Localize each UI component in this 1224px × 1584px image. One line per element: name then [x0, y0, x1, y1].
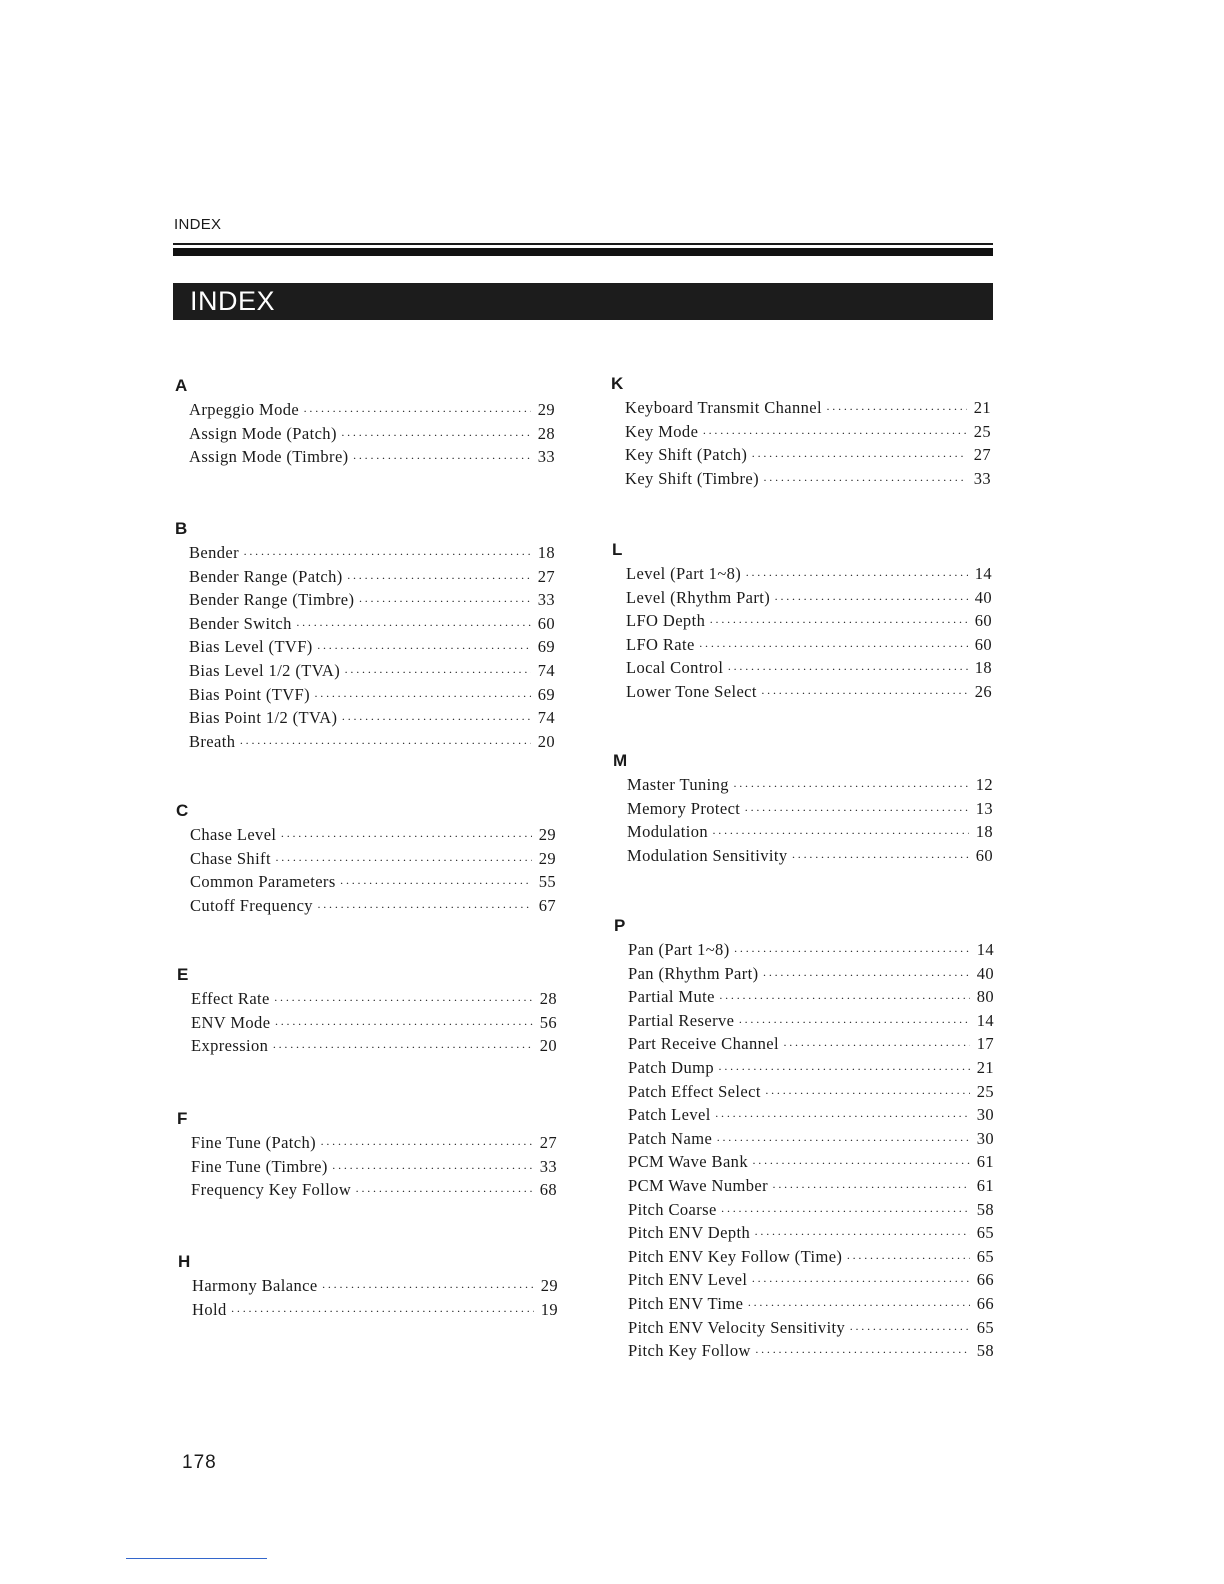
entry-term: Frequency Key Follow — [191, 1180, 352, 1200]
dot-leader — [344, 661, 531, 685]
entry-page: 33 — [539, 1156, 557, 1176]
entry-page: 60 — [974, 634, 992, 654]
entry-term: Cutoff Frequency — [190, 895, 313, 915]
index-entry — [189, 422, 555, 446]
section-letter: P — [614, 916, 626, 935]
dot-leader — [765, 1082, 970, 1106]
entry-page: 20 — [539, 1036, 557, 1056]
index-entry — [192, 1274, 558, 1298]
entry-term: Breath — [189, 731, 236, 751]
entry-term: PCM Wave Bank — [628, 1152, 748, 1172]
entry-term: Assign Mode (Timbre) — [189, 447, 349, 467]
entry-page: 61 — [976, 1152, 994, 1172]
dot-leader — [733, 775, 969, 799]
index-entry — [191, 1155, 557, 1179]
entry-term: Bias Level 1/2 (TVA) — [189, 660, 341, 680]
dot-leader — [243, 543, 531, 567]
index-entry — [189, 541, 555, 565]
entry-term: Key Mode — [625, 421, 699, 441]
entry-page: 13 — [975, 798, 993, 818]
entry-term: Hold — [192, 1299, 227, 1319]
entry-page: 27 — [537, 566, 555, 586]
entry-term: Patch Level — [628, 1105, 711, 1125]
index-entry — [191, 1131, 557, 1155]
entry-page: 60 — [975, 845, 993, 865]
dot-leader — [755, 1341, 970, 1365]
header-rule-thick — [173, 248, 993, 256]
entry-term: Patch Dump — [628, 1057, 715, 1077]
page-title: INDEX — [190, 286, 276, 316]
index-entry — [190, 847, 556, 871]
section-letter: M — [613, 751, 628, 770]
dot-leader — [715, 1105, 970, 1129]
index-entry — [628, 1268, 994, 1292]
entry-term: Patch Name — [628, 1128, 713, 1148]
section-letter: K — [611, 374, 624, 393]
entry-page: 21 — [976, 1057, 994, 1077]
index-entry — [625, 396, 991, 420]
index-entry — [628, 938, 994, 962]
entry-page: 65 — [976, 1223, 994, 1243]
index-entry — [191, 1011, 557, 1035]
dot-leader — [341, 708, 531, 732]
entry-term: Modulation Sensitivity — [627, 845, 788, 865]
index-entry — [628, 1080, 994, 1104]
index-entry — [627, 773, 993, 797]
entry-page: 40 — [976, 963, 994, 983]
index-entry — [627, 844, 993, 868]
dot-leader — [358, 590, 531, 614]
dot-leader — [751, 445, 967, 469]
entry-term: Bias Level (TVF) — [189, 637, 313, 657]
dot-leader — [747, 1294, 970, 1318]
entry-term: Lower Tone Select — [626, 681, 757, 701]
index-entry — [628, 1150, 994, 1174]
dot-leader — [849, 1318, 970, 1342]
index-entry — [626, 609, 992, 633]
dot-leader — [332, 1157, 533, 1181]
dot-leader — [744, 799, 969, 823]
dot-leader — [846, 1247, 970, 1271]
dot-leader — [712, 822, 969, 846]
entry-term: Pan (Rhythm Part) — [628, 963, 759, 983]
index-entry — [626, 562, 992, 586]
entry-term: Local Control — [626, 658, 724, 678]
dot-leader — [719, 987, 970, 1011]
index-entry — [189, 612, 555, 636]
entry-page: 60 — [974, 611, 992, 631]
dot-leader — [752, 1152, 970, 1176]
entry-term: Pitch ENV Depth — [628, 1223, 751, 1243]
entry-term: Keyboard Transmit Channel — [625, 398, 822, 417]
entry-page: 29 — [540, 1276, 558, 1295]
entry-page: 30 — [976, 1105, 994, 1125]
index-entry — [628, 1221, 994, 1245]
dot-leader — [317, 896, 532, 920]
header-rule-thin — [173, 243, 993, 245]
title-banner — [173, 283, 993, 320]
dot-leader — [718, 1058, 970, 1082]
entry-term: Harmony Balance — [192, 1276, 318, 1295]
index-entry — [190, 823, 556, 847]
entry-term: ENV Mode — [191, 1012, 271, 1032]
dot-leader — [709, 611, 968, 635]
entry-term: Modulation — [627, 822, 708, 842]
entry-term: Fine Tune (Patch) — [191, 1133, 317, 1152]
index-entry — [628, 1198, 994, 1222]
entry-term: Chase Shift — [190, 848, 271, 868]
entry-page: 18 — [974, 658, 992, 678]
entry-page: 56 — [539, 1012, 557, 1032]
dot-leader — [699, 635, 968, 659]
dot-leader — [772, 1176, 970, 1200]
entry-page: 29 — [538, 848, 556, 868]
entry-page: 20 — [537, 731, 555, 751]
running-head: INDEX — [174, 216, 222, 233]
index-entry — [626, 656, 992, 680]
entry-term: Assign Mode (Patch) — [189, 423, 337, 443]
dot-leader — [727, 658, 968, 682]
entry-term: Bender Range (Patch) — [189, 566, 343, 586]
entry-term: Pan (Part 1~8) — [628, 940, 730, 959]
dot-leader — [738, 1011, 970, 1035]
entry-term: Pitch ENV Time — [628, 1293, 744, 1313]
section-letter: H — [178, 1252, 191, 1271]
dot-leader — [702, 422, 967, 446]
entry-term: Part Receive Channel — [628, 1034, 779, 1054]
index-entry — [189, 706, 555, 730]
entry-page: 58 — [976, 1341, 994, 1361]
entry-page: 29 — [537, 400, 555, 419]
index-entry — [628, 1174, 994, 1198]
index-entry — [628, 962, 994, 986]
index-section-a — [175, 374, 555, 469]
dot-leader — [239, 732, 531, 756]
index-entry — [625, 420, 991, 444]
index-entry — [625, 443, 991, 467]
entry-term: Key Shift (Timbre) — [625, 468, 760, 488]
dot-leader — [754, 1223, 970, 1247]
index-entry — [627, 797, 993, 821]
entry-page: 14 — [976, 1010, 994, 1030]
entry-page: 19 — [540, 1299, 558, 1319]
entry-page: 17 — [976, 1034, 994, 1054]
dot-leader — [721, 1200, 970, 1224]
dot-leader — [751, 1270, 970, 1294]
entry-page: 27 — [539, 1133, 557, 1152]
entry-term: Effect Rate — [191, 989, 270, 1008]
entry-page: 27 — [973, 445, 991, 465]
dot-leader — [763, 469, 967, 493]
entry-term: Master Tuning — [627, 775, 729, 794]
dot-leader — [272, 1036, 533, 1060]
dot-leader — [826, 398, 967, 422]
index-section-f — [177, 1107, 557, 1202]
entry-page: 33 — [537, 447, 555, 467]
index-entry — [628, 1032, 994, 1056]
entry-page: 28 — [537, 423, 555, 443]
dot-leader — [761, 682, 968, 706]
dot-leader — [792, 846, 969, 870]
dot-leader — [322, 1276, 534, 1300]
section-letter: E — [177, 965, 189, 984]
index-entry — [628, 1103, 994, 1127]
entry-term: Pitch Coarse — [628, 1199, 717, 1219]
entry-page: 18 — [975, 822, 993, 842]
dot-leader — [783, 1034, 970, 1058]
dot-leader — [340, 872, 532, 896]
entry-page: 58 — [976, 1199, 994, 1219]
entry-page: 33 — [973, 468, 991, 488]
dot-leader — [317, 637, 531, 661]
entry-page: 74 — [537, 708, 555, 728]
entry-term: Bias Point (TVF) — [189, 684, 310, 704]
dot-leader — [296, 614, 531, 638]
entry-term: Pitch ENV Velocity Sensitivity — [628, 1317, 846, 1337]
dot-leader — [745, 564, 968, 588]
index-entry — [628, 1056, 994, 1080]
dot-leader — [303, 400, 531, 424]
entry-page: 61 — [976, 1175, 994, 1195]
entry-page: 65 — [976, 1246, 994, 1266]
dot-leader — [274, 1013, 533, 1037]
index-entry — [191, 1178, 557, 1202]
index-section-b — [175, 517, 555, 753]
dot-leader — [341, 424, 531, 448]
index-section-c — [176, 799, 556, 917]
entry-term: LFO Rate — [626, 634, 695, 654]
index-entry — [628, 985, 994, 1009]
dot-leader — [320, 1133, 533, 1157]
entry-term: Bender Switch — [189, 613, 292, 633]
entry-term: LFO Depth — [626, 611, 706, 631]
index-entry — [189, 398, 555, 422]
index-entry — [628, 1292, 994, 1316]
index-entry — [625, 467, 991, 491]
entry-term: Chase Level — [190, 825, 277, 844]
entry-page: 55 — [538, 872, 556, 892]
entry-page: 74 — [537, 660, 555, 680]
entry-page: 25 — [973, 421, 991, 441]
index-entry — [189, 588, 555, 612]
page-number: 178 — [182, 1452, 217, 1473]
dot-leader — [734, 940, 970, 964]
entry-page: 28 — [539, 989, 557, 1008]
section-letter: A — [175, 376, 188, 395]
entry-page: 65 — [976, 1317, 994, 1337]
dot-leader — [274, 989, 533, 1013]
index-section-m — [613, 749, 993, 867]
index-section-k — [611, 372, 991, 490]
entry-term: Key Shift (Patch) — [625, 445, 748, 465]
index-entry — [189, 659, 555, 683]
entry-page: 18 — [537, 543, 555, 562]
entry-term: Bias Point 1/2 (TVA) — [189, 708, 338, 728]
entry-page: 14 — [974, 564, 992, 583]
entry-page: 14 — [976, 940, 994, 959]
index-entry — [189, 635, 555, 659]
entry-term: Pitch ENV Key Follow (Time) — [628, 1246, 843, 1266]
section-letter: F — [177, 1109, 188, 1128]
index-section-h — [178, 1250, 558, 1321]
entry-term: Pitch ENV Level — [628, 1270, 748, 1290]
entry-page: 21 — [973, 398, 991, 417]
index-entry — [626, 680, 992, 704]
index-entry — [192, 1298, 558, 1322]
index-section-l — [612, 538, 992, 704]
index-entry — [626, 586, 992, 610]
entry-term: Expression — [191, 1036, 269, 1056]
entry-page: 66 — [976, 1270, 994, 1290]
entry-page: 66 — [976, 1293, 994, 1313]
dot-leader — [763, 964, 970, 988]
entry-term: Arpeggio Mode — [189, 400, 300, 419]
footer-line — [126, 1558, 267, 1559]
index-section-e — [177, 963, 557, 1058]
index-entry — [628, 1127, 994, 1151]
entry-page: 69 — [537, 684, 555, 704]
entry-term: Level (Rhythm Part) — [626, 587, 771, 607]
entry-page: 30 — [976, 1128, 994, 1148]
entry-page: 40 — [974, 587, 992, 607]
index-entry — [190, 894, 556, 918]
entry-page: 26 — [974, 681, 992, 701]
entry-page: 12 — [975, 775, 993, 794]
index-entry — [189, 683, 555, 707]
index-entry — [189, 445, 555, 469]
index-entry — [626, 633, 992, 657]
index-entry — [191, 1034, 557, 1058]
entry-page: 60 — [537, 613, 555, 633]
dot-leader — [275, 849, 532, 873]
entry-term: Partial Mute — [628, 987, 715, 1007]
entry-page: 29 — [538, 825, 556, 844]
index-entry — [628, 1339, 994, 1363]
dot-leader — [347, 567, 531, 591]
entry-page: 33 — [537, 590, 555, 610]
section-letter: L — [612, 540, 623, 559]
entry-term: PCM Wave Number — [628, 1175, 769, 1195]
entry-page: 69 — [537, 637, 555, 657]
dot-leader — [716, 1129, 970, 1153]
entry-term: Level (Part 1~8) — [626, 564, 742, 583]
dot-leader — [231, 1300, 534, 1324]
section-letter: C — [176, 801, 189, 820]
index-entry — [189, 730, 555, 754]
entry-term: Partial Reserve — [628, 1010, 735, 1030]
index-entry — [191, 987, 557, 1011]
entry-page: 25 — [976, 1081, 994, 1101]
index-entry — [628, 1245, 994, 1269]
index-entry — [190, 870, 556, 894]
entry-page: 67 — [538, 895, 556, 915]
entry-term: Pitch Key Follow — [628, 1341, 751, 1361]
entry-term: Memory Protect — [627, 798, 741, 818]
entry-term: Bender — [189, 543, 240, 562]
dot-leader — [280, 825, 532, 849]
dot-leader — [774, 588, 968, 612]
entry-term: Bender Range (Timbre) — [189, 590, 355, 610]
index-entry — [627, 820, 993, 844]
entry-page: 68 — [539, 1180, 557, 1200]
index-section-p — [614, 914, 994, 1363]
entry-term: Fine Tune (Timbre) — [191, 1156, 328, 1176]
dot-leader — [314, 685, 531, 709]
entry-term: Patch Effect Select — [628, 1081, 761, 1101]
index-entry — [189, 565, 555, 589]
index-entry — [628, 1316, 994, 1340]
dot-leader — [353, 447, 531, 471]
section-letter: B — [175, 519, 188, 538]
dot-leader — [355, 1180, 533, 1204]
entry-term: Common Parameters — [190, 872, 336, 892]
entry-page: 80 — [976, 987, 994, 1007]
index-entry — [628, 1009, 994, 1033]
